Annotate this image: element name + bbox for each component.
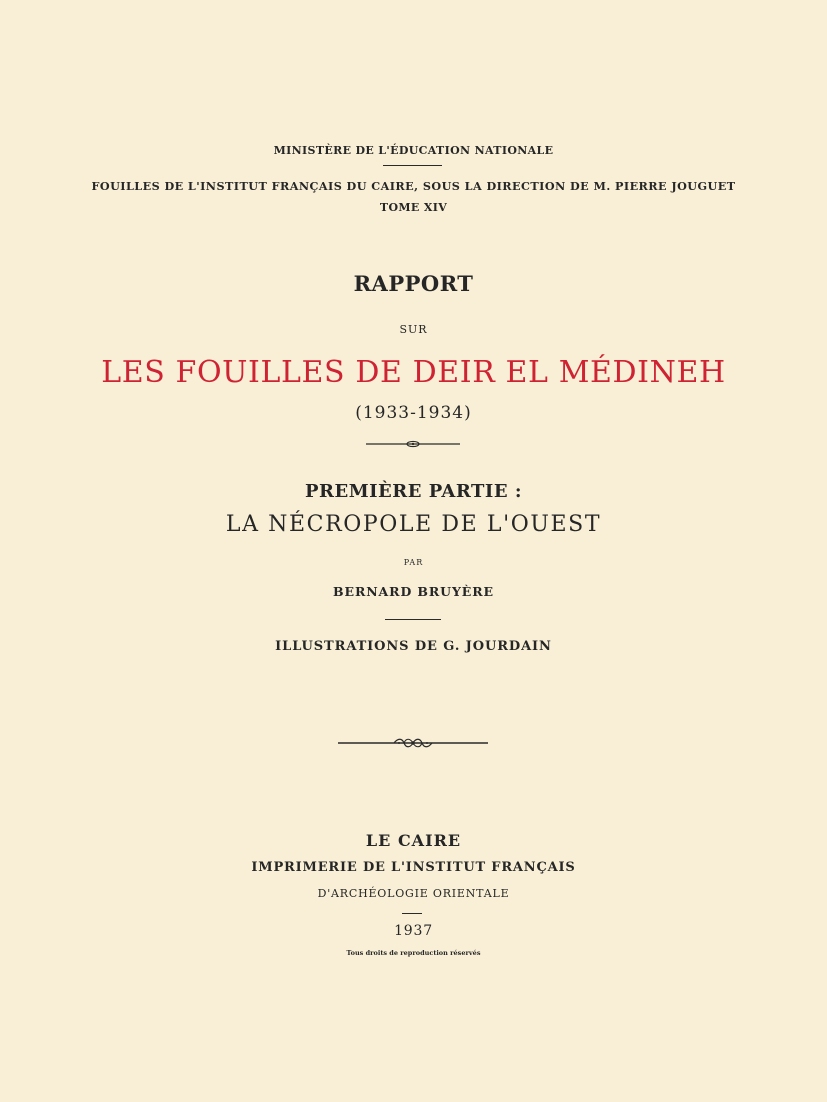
imprint-divider — [402, 913, 422, 914]
author-divider — [385, 619, 441, 620]
header-divider — [383, 165, 442, 166]
ministry-heading: MINISTÈRE DE L'ÉDUCATION NATIONALE — [273, 144, 554, 157]
imprint-printer: IMPRIMERIE DE L'INSTITUT FRANÇAIS — [251, 860, 576, 875]
title-connector: SUR — [399, 323, 428, 336]
small-ornament-divider — [366, 438, 460, 450]
part-title: LA NÉCROPOLE DE L'OUEST — [225, 512, 602, 537]
author-name: BERNARD BRUYÈRE — [333, 584, 494, 599]
publication-year: 1937 — [394, 923, 433, 939]
date-range: (1933-1934) — [355, 403, 472, 423]
imprint-city: LE CAIRE — [365, 831, 462, 850]
ornament-divider — [338, 736, 488, 750]
rights-notice: Tous droits de reproduction réservés — [346, 949, 481, 957]
series-title: FOUILLES DE L'INSTITUT FRANÇAIS DU CAIRE, SOUS LA DIRECTION DE M. PIERRE JOUGUET — [91, 179, 736, 193]
volume-number: TOME XIV — [379, 201, 448, 214]
illustrations-credit: ILLUSTRATIONS DE G. JOURDAIN — [275, 639, 552, 654]
main-title: LES FOUILLES DE DEIR EL MÉDINEH — [101, 355, 726, 390]
part-heading: PREMIÈRE PARTIE : — [304, 481, 522, 502]
report-title: RAPPORT — [353, 271, 474, 296]
by-label: PAR — [403, 558, 424, 567]
imprint-institute: D'ARCHÉOLOGIE ORIENTALE — [317, 887, 510, 900]
